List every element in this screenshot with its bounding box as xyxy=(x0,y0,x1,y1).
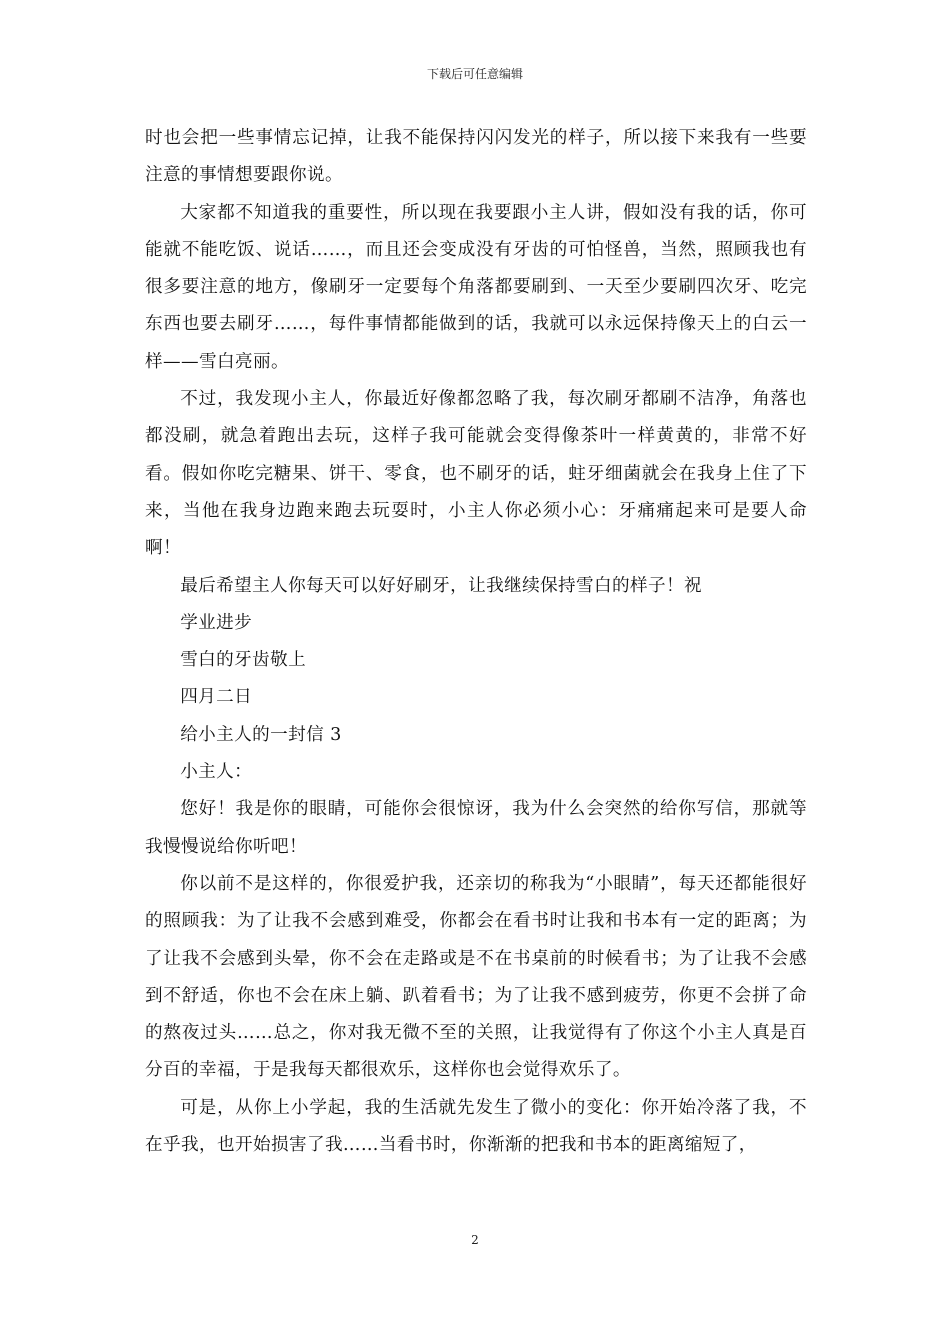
closing-wish: 最后希望主人你每天可以好好刷牙，让我继续保持雪白的样子！祝 xyxy=(180,575,703,596)
letter-date: 四月二日 xyxy=(180,687,253,708)
closing-blessing: 学业进步 xyxy=(180,612,253,633)
paragraph-neglect: 不过，我发现小主人，你最近好像都忽略了我，每次刷牙都刷不洁净，角落也都没刷，就急着跑出去玩，这样子我可能就会变得像茶叶一样黄黄的，非常不好看。假如你吃完糖果、饼干、零食，也不刷牙的话，蛀牙细菌就会在我身上住了下来，当他在我身边跑来跑去玩耍时，小主人你必须小心：牙痛痛起来可是要人命啊！ xyxy=(145,389,807,559)
letter-title: 给小主人的一封信 3 xyxy=(180,724,342,745)
paragraph-change: 可是，从你上小学起，我的生活就先发生了微小的变化：你开始冷落了我，不在乎我，也开始损害了我……当看书时，你渐渐的把我和书本的距离缩短了， xyxy=(145,1097,807,1156)
document-body xyxy=(145,120,807,1164)
paragraph-continuation: 时也会把一些事情忘记掉，让我不能保持闪闪发光的样子，所以接下来我有一些要注意的事情想要跟你说。 xyxy=(145,128,807,186)
salutation: 小主人： xyxy=(180,762,253,783)
paragraph-greeting: 您好！我是你的眼睛，可能你会很惊讶，我为什么会突然的给你写信，那就等我慢慢说给你听吧！ xyxy=(145,799,807,857)
paragraph-past-care: 你以前不是这样的，你很爱护我，还亲切的称我为“小眼睛”，每天还都能很好的照顾我：为了让我不会感到难受，你都会在看书时让我和书本有一定的距离；为了让我不会感到头晕，你不会在走路或是不在书桌前的时候看书；为了让我不会感到不舒适，你也不会在床上躺、趴着看书；为了让我不感到疲劳，你更不会拼了命的熬夜过头……总之，你对我无微不至的关照，让我觉得有了你这个小主人真是百分百的幸福，于是我每天都很欢乐，这样你也会觉得欢乐了。 xyxy=(145,873,807,1081)
signature: 雪白的牙齿敬上 xyxy=(180,650,307,671)
page-header: 下载后可任意编辑 xyxy=(426,67,523,81)
paragraph-importance: 大家都不知道我的重要性，所以现在我要跟小主人讲，假如没有我的话，你可能就不能吃饭、说话……，而且还会变成没有牙齿的可怕怪兽，当然，照顾我也有很多要注意的地方，像刷牙一定要每个角落都要刷到、一天至少要刷四次牙、吃完东西也要去刷牙……，每件事情都能做到的话，我就可以永远保持像天上的白云一样——雪白亮丽。 xyxy=(145,202,807,372)
page-number: 2 xyxy=(471,1233,479,1247)
